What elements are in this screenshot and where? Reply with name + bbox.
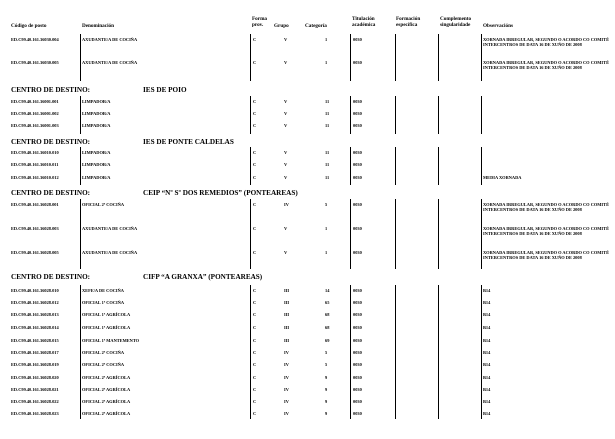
cell-code: ED.C99.40.161.36010.011 (11, 162, 59, 167)
cell-denominacion: OFICIAL 1ª COCIÑA (82, 300, 125, 305)
cell-denominacion: OFICIAL 2ª AGRÍCOLA (82, 375, 131, 380)
cell-code: ED.C99.40.161.36028.010 (11, 288, 59, 293)
cell-forma: C (253, 411, 257, 416)
cell-categoria: 11 (325, 162, 330, 167)
cell-code: ED.C99.40.161.36028.020 (11, 375, 59, 380)
cell-titulacion: 0030 (353, 250, 362, 255)
section-heading (11, 189, 298, 197)
cell-observacions: XORNADA IRREGULAR, SEGUNDO O ACORDO CO COMITÉ INTERCENTROS DE DATA 16 DE XUÑO DE 2008 (483, 37, 609, 48)
column-separator (395, 199, 396, 269)
cell-categoria: 11 (325, 150, 330, 155)
cell-titulacion: 0030 (353, 99, 362, 104)
section-heading (11, 86, 187, 94)
header-complemento (440, 16, 471, 28)
cell-code: ED.C99.40.161.36028.022 (11, 399, 59, 404)
cell-grupo: IV (284, 202, 289, 207)
section-name: IES DE PONTE CALDELAS (143, 138, 234, 146)
cell-code: ED.C99.40.161.36028.005 (11, 250, 59, 255)
cell-categoria: 9 (325, 387, 328, 392)
cell-denominacion: OFICIAL 1ª AGRÍCOLA (82, 312, 131, 317)
cell-categoria: 5 (325, 362, 328, 367)
cell-titulacion: 0030 (353, 150, 362, 155)
column-separator (481, 96, 482, 134)
cell-forma: C (253, 175, 257, 180)
cell-categoria: 1 (325, 250, 328, 255)
section-name: CEIP “Nº Sº DOS REMEDIOS” (PONTEAREAS) (143, 189, 298, 197)
column-separator (395, 147, 396, 185)
cell-denominacion: OFICIAL 2ª COCIÑA (82, 350, 125, 355)
header-titulacion-line2: académica (352, 22, 376, 28)
cell-denominacion: OFICIAL 2ª COCIÑA (82, 202, 125, 207)
cell-forma: C (253, 111, 257, 116)
column-separator (350, 285, 351, 419)
cell-forma: C (253, 350, 257, 355)
cell-grupo: V (284, 162, 288, 167)
column-separator (80, 147, 81, 185)
header-grupo: Grupo (274, 23, 289, 29)
cell-titulacion: 0030 (353, 375, 362, 380)
cell-forma: C (253, 325, 257, 330)
cell-categoria: 68 (325, 312, 330, 317)
column-separator (395, 96, 396, 134)
section-label: CENTRO DE DESTINO: (11, 138, 91, 146)
cell-titulacion: 0030 (353, 37, 362, 42)
cell-titulacion: 0030 (353, 288, 362, 293)
column-separator (350, 147, 351, 185)
section-label: CENTRO DE DESTINO: (11, 86, 91, 94)
cell-forma: C (253, 60, 257, 65)
cell-titulacion: 0030 (353, 362, 362, 367)
cell-forma: C (253, 123, 257, 128)
section-label: CENTRO DE DESTINO: (11, 189, 91, 197)
cell-categoria: 68 (325, 325, 330, 330)
cell-grupo: III (284, 325, 290, 330)
cell-grupo: III (284, 312, 290, 317)
column-separator (250, 199, 251, 269)
header-formacion-line1: Formación (396, 16, 421, 22)
cell-categoria: 65 (325, 300, 330, 305)
cell-titulacion: 0030 (353, 226, 362, 231)
column-separator (481, 147, 482, 185)
cell-titulacion: 0030 (353, 175, 362, 180)
cell-grupo: IV (284, 399, 289, 404)
column-separator (350, 34, 351, 81)
cell-grupo: V (284, 226, 288, 231)
cell-grupo: III (284, 288, 290, 293)
cell-denominacion: XEFE/A DE COCIÑA (82, 288, 124, 293)
cell-observacions: XORNADA IRREGULAR, SEGUNDO O ACORDO CO COMITÉ INTERCENTROS DE DATA 16 DE XUÑO DE 2008 (483, 202, 609, 213)
cell-grupo: V (284, 60, 288, 65)
cell-forma: C (253, 375, 257, 380)
header-titulacion-line1: Titulación (352, 16, 375, 22)
column-separator (250, 96, 251, 134)
header-forma-line2: prov. (252, 22, 264, 28)
cell-observacions: B14 (483, 288, 491, 293)
cell-categoria: 5 (325, 350, 328, 355)
cell-forma: C (253, 37, 257, 42)
header-code: Código de posto (11, 23, 47, 29)
cell-denominacion: AXUDANTE/A DE COCIÑA (82, 60, 138, 65)
cell-observacions: B14 (483, 399, 491, 404)
cell-observacions: B14 (483, 362, 491, 367)
cell-code: ED.C99.40.161.36028.013 (11, 312, 59, 317)
cell-code: ED.C99.40.161.36028.019 (11, 362, 59, 367)
cell-observacions: XORNADA IRREGULAR, SEGUNDO O ACORDO CO COMITÉ INTERCENTROS DE DATA 16 DE XUÑO DE 2008 (483, 60, 609, 71)
cell-forma: C (253, 202, 257, 207)
cell-grupo: V (284, 250, 288, 255)
cell-denominacion: LIMPADOR/A (82, 150, 111, 155)
cell-observacions: B14 (483, 312, 491, 317)
cell-code: ED.C99.40.161.36030.005 (11, 60, 59, 65)
header-complemento-line2: singularidade (440, 22, 471, 28)
cell-categoria: 14 (325, 288, 330, 293)
cell-categoria: 1 (325, 226, 328, 231)
cell-forma: C (253, 288, 257, 293)
cell-code: ED.C99.40.161.36028.021 (11, 387, 59, 392)
cell-denominacion: LIMPADOR/A (82, 123, 111, 128)
section-label: CENTRO DE DESTINO: (11, 273, 91, 281)
column-separator (438, 96, 439, 134)
cell-forma: C (253, 387, 257, 392)
cell-categoria: 9 (325, 411, 328, 416)
cell-grupo: V (284, 99, 288, 104)
cell-categoria: 9 (325, 399, 328, 404)
cell-grupo: V (284, 111, 288, 116)
section-name: CIFP “A GRANXA” (PONTEAREAS) (143, 273, 263, 281)
cell-forma: C (253, 226, 257, 231)
cell-denominacion: LIMPADOR/A (82, 99, 111, 104)
cell-categoria: 5 (325, 202, 328, 207)
cell-code: ED.C99.40.161.36010.012 (11, 175, 59, 180)
cell-forma: C (253, 99, 257, 104)
cell-code: ED.C99.40.161.36010.010 (11, 150, 59, 155)
cell-code: ED.C99.40.161.36028.012 (11, 300, 59, 305)
cell-code: ED.C99.40.161.36001.003 (11, 123, 59, 128)
cell-categoria: 11 (325, 123, 330, 128)
cell-denominacion: OFICIAL 2ª AGRÍCOLA (82, 387, 131, 392)
cell-forma: C (253, 150, 257, 155)
column-separator (250, 147, 251, 185)
cell-denominacion: OFICIAL 1ª MANTEMENTO (82, 338, 140, 343)
cell-titulacion: 0030 (353, 399, 362, 404)
header-denominacion: Denominación (82, 23, 114, 29)
section-name: IES DE POIO (143, 86, 187, 94)
column-separator (80, 34, 81, 81)
cell-code: ED.C99.40.161.36028.014 (11, 325, 59, 330)
cell-denominacion: OFICIAL 1ª AGRÍCOLA (82, 325, 131, 330)
column-separator (481, 199, 482, 269)
cell-forma: C (253, 399, 257, 404)
cell-code: ED.C99.40.161.36028.023 (11, 411, 59, 416)
cell-code: ED.C99.40.161.36030.004 (11, 37, 59, 42)
cell-titulacion: 0030 (353, 60, 362, 65)
header-complemento-line1: Complemento (440, 16, 472, 22)
cell-code: ED.C99.40.161.36028.017 (11, 350, 59, 355)
header-formacion-line2: específica (396, 22, 418, 28)
cell-titulacion: 0030 (353, 350, 362, 355)
cell-categoria: 1 (325, 37, 328, 42)
header-categoria: Categoría (305, 23, 327, 29)
cell-forma: C (253, 338, 257, 343)
cell-titulacion: 0030 (353, 325, 362, 330)
cell-observacions: B14 (483, 350, 491, 355)
cell-grupo: IV (284, 411, 289, 416)
header-forma (252, 16, 267, 28)
column-separator (350, 96, 351, 134)
cell-observacions: B14 (483, 411, 491, 416)
cell-titulacion: 0030 (353, 202, 362, 207)
column-separator (438, 285, 439, 419)
cell-denominacion: LIMPADOR/A (82, 111, 111, 116)
cell-grupo: V (284, 175, 288, 180)
cell-categoria: 69 (325, 338, 330, 343)
header-titulacion (352, 16, 375, 28)
column-separator (250, 285, 251, 419)
cell-titulacion: 0030 (353, 411, 362, 416)
column-separator (481, 34, 482, 81)
cell-titulacion: 0030 (353, 312, 362, 317)
cell-grupo: IV (284, 387, 289, 392)
cell-titulacion: 0030 (353, 300, 362, 305)
cell-denominacion: AXUDANTE/A DE COCIÑA (82, 250, 138, 255)
cell-grupo: IV (284, 375, 289, 380)
cell-denominacion: OFICIAL 2ª AGRÍCOLA (82, 411, 131, 416)
cell-observacions: B14 (483, 325, 491, 330)
cell-code: ED.C99.40.161.36001.001 (11, 99, 59, 104)
cell-categoria: 9 (325, 375, 328, 380)
cell-titulacion: 0030 (353, 111, 362, 116)
column-separator (350, 199, 351, 269)
cell-grupo: III (284, 338, 290, 343)
cell-code: ED.C99.40.161.36028.001 (11, 202, 59, 207)
cell-forma: C (253, 250, 257, 255)
cell-denominacion: OFICIAL 2ª AGRÍCOLA (82, 399, 131, 404)
cell-titulacion: 0030 (353, 123, 362, 128)
cell-observacions: XORNADA IRREGULAR, SEGUNDO O ACORDO CO COMITÉ INTERCENTROS DE DATA 16 DE XUÑO DE 2008 (483, 226, 609, 237)
cell-forma: C (253, 362, 257, 367)
cell-observacions: B14 (483, 338, 491, 343)
cell-forma: C (253, 312, 257, 317)
cell-categoria: 1 (325, 60, 328, 65)
cell-grupo: IV (284, 362, 289, 367)
header-forma-line1: Forma (252, 16, 267, 22)
column-separator (438, 199, 439, 269)
header-observacions: Observacións (483, 23, 513, 29)
cell-denominacion: LIMPADOR/A (82, 162, 111, 167)
cell-denominacion: AXUDANTE/A DE COCIÑA (82, 226, 138, 231)
cell-code: ED.C99.40.161.36028.015 (11, 338, 59, 343)
cell-denominacion: OFICIAL 2ª COCIÑA (82, 362, 125, 367)
cell-forma: C (253, 300, 257, 305)
column-separator (80, 199, 81, 269)
header-formacion (396, 16, 420, 28)
cell-grupo: IV (284, 350, 289, 355)
column-separator (80, 96, 81, 134)
cell-titulacion: 0030 (353, 387, 362, 392)
cell-observacions: B14 (483, 375, 491, 380)
cell-categoria: 11 (325, 111, 330, 116)
column-separator (395, 34, 396, 81)
column-separator (438, 147, 439, 185)
column-separator (438, 34, 439, 81)
cell-titulacion: 0030 (353, 162, 362, 167)
cell-denominacion: AXUDANTE/A DE COCIÑA (82, 37, 138, 42)
cell-categoria: 11 (325, 175, 330, 180)
cell-observacions: B14 (483, 387, 491, 392)
column-separator (80, 285, 81, 419)
cell-code: ED.C99.40.161.36028.003 (11, 226, 59, 231)
column-separator (250, 34, 251, 81)
cell-code: ED.C99.40.161.36001.002 (11, 111, 59, 116)
cell-denominacion: LIMPADOR/A (82, 175, 111, 180)
cell-observacions: XORNADA IRREGULAR, SEGUNDO O ACORDO CO COMITÉ INTERCENTROS DE DATA 16 DE XUÑO DE 2008 (483, 250, 609, 261)
cell-observacions: B14 (483, 300, 491, 305)
cell-grupo: III (284, 300, 290, 305)
cell-categoria: 11 (325, 99, 330, 104)
cell-grupo: V (284, 150, 288, 155)
cell-observacions: MEDIA XORNADA (483, 175, 522, 180)
section-heading (11, 138, 234, 146)
section-heading (11, 273, 263, 281)
cell-grupo: V (284, 37, 288, 42)
cell-forma: C (253, 162, 257, 167)
column-separator (395, 285, 396, 419)
cell-titulacion: 0030 (353, 338, 362, 343)
column-separator (481, 285, 482, 419)
cell-grupo: V (284, 123, 288, 128)
